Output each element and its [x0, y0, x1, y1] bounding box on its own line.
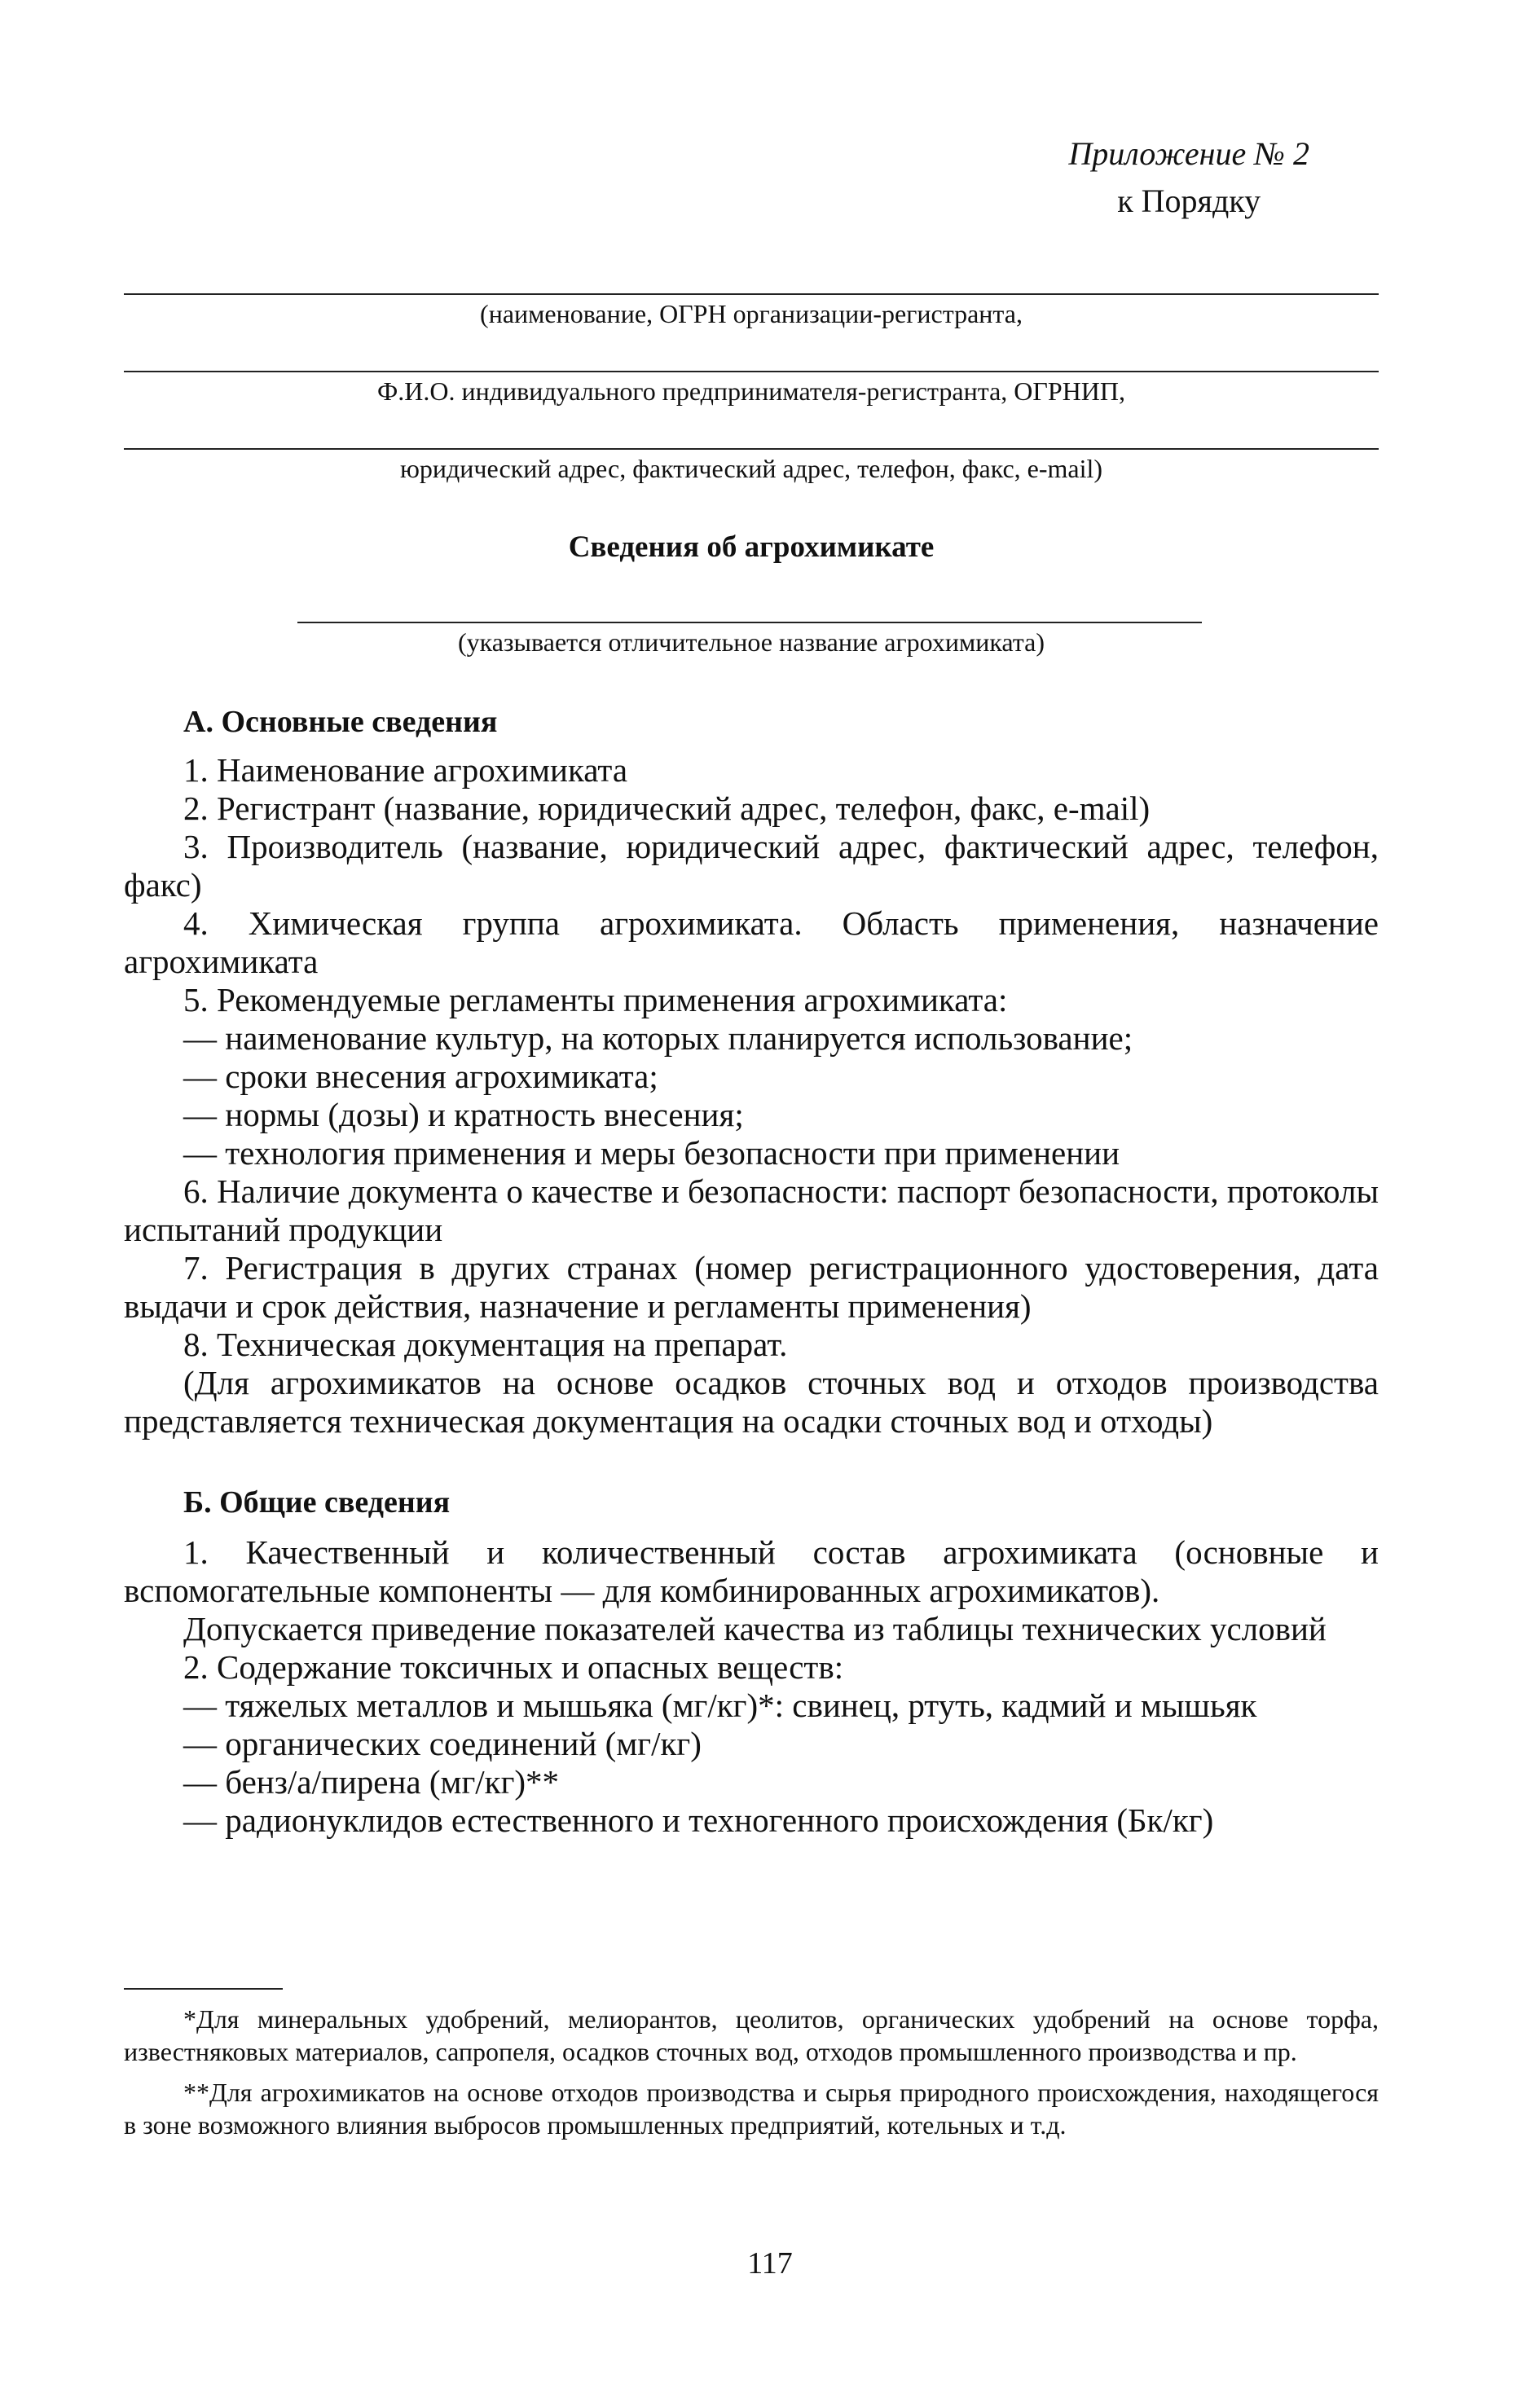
list-item: 3. Производитель (название, юридический адрес, фактический адрес, телефон, факс) — [124, 828, 1379, 904]
list-item: — бенз/а/пирена (мг/кг)** — [183, 1763, 560, 1801]
list-item: (Для агрохимикатов на основе осадков сточных вод и отходов производства представляется техническая документация на осадки сточных вод и отходы) — [124, 1364, 1379, 1440]
caption-agrochemical-name: (указывается отличительное название агрохимиката) — [457, 627, 1045, 657]
list-item: 6. Наличие документа о качестве и безопасности: паспорт безопасности, протоколы испытаний продукции — [124, 1172, 1379, 1248]
list-item: Допускается приведение показателей качества из таблицы технических условий — [183, 1610, 1327, 1647]
list-item: 1. Наименование агрохимиката — [183, 751, 628, 789]
list-item: 2. Регистрант (название, юридический адрес, телефон, факс, e-mail) — [183, 790, 1151, 827]
list-item: — органических соединений (мг/кг) — [183, 1725, 702, 1762]
caption-address: юридический адрес, фактический адрес, телефон, факс, e-mail) — [399, 454, 1103, 483]
list-item: 4. Химическая группа агрохимиката. Область применения, назначение агрохимиката — [124, 904, 1379, 980]
footnote: **Для агрохимикатов на основе отходов производства и сырья природного происхождения, находящегося в зоне возможного влияния выбросов промышленных предприятий, котельных и т.д. — [124, 2078, 1379, 2140]
list-item: — технология применения и меры безопасности при применении — [183, 1134, 1120, 1172]
list-item: — тяжелых металлов и мышьяка (мг/кг)*: свинец, ртуть, кадмий и мышьяк — [183, 1687, 1257, 1724]
list-item: 5. Рекомендуемые регламенты применения агрохимиката: — [183, 981, 1008, 1018]
footnote: *Для минеральных удобрений, мелиорантов, цеолитов, органических удобрений на основе торфа, известняковых материалов, сапропеля, осадков сточных вод, отходов промышленного производства и пр. — [124, 2004, 1379, 2066]
caption-organization: (наименование, ОГРН организации-регистранта, — [480, 299, 1023, 328]
list-item: — нормы (дозы) и кратность внесения; — [183, 1096, 744, 1133]
page-number: 117 — [747, 2246, 793, 2281]
list-item: 1. Качественный и количественный состав агрохимиката (основные и вспомогательные компоненты — для комбинированных агрохимикатов). — [124, 1533, 1379, 1609]
list-item: 2. Содержание токсичных и опасных веществ: — [183, 1648, 844, 1686]
section-a-list — [124, 751, 1379, 1441]
list-item: 8. Техническая документация на препарат. — [183, 1326, 788, 1363]
list-item: — сроки внесения агрохимиката; — [183, 1058, 658, 1095]
list-item: 7. Регистрация в других странах (номер регистрационного удостоверения, дата выдачи и срок действия, назначение и регламенты применения) — [124, 1249, 1379, 1325]
fill-line-3 — [124, 448, 1379, 450]
list-item: — радионуклидов естественного и техногенного происхождения (Бк/кг) — [183, 1801, 1214, 1839]
fill-line-2 — [124, 371, 1379, 372]
appendix-reference — [1068, 130, 1309, 225]
section-b-heading: Б. Общие сведения — [183, 1485, 451, 1520]
footnote-separator — [124, 1988, 283, 1990]
section-a-heading: А. Основные сведения — [183, 705, 498, 739]
fill-line-name — [297, 622, 1202, 623]
caption-entrepreneur: Ф.И.О. индивидуального предпринимателя-регистранта, ОГРНИП, — [376, 376, 1126, 406]
footnotes — [124, 2003, 1379, 2149]
appendix-to-order: к Порядку — [1117, 183, 1261, 219]
list-item: — наименование культур, на которых планируется использование; — [183, 1019, 1133, 1057]
fill-line-1 — [124, 293, 1379, 295]
page-title: Сведения об агрохимикате — [568, 530, 935, 564]
section-b-list — [124, 1533, 1379, 1840]
appendix-number: Приложение № 2 — [1068, 135, 1309, 172]
